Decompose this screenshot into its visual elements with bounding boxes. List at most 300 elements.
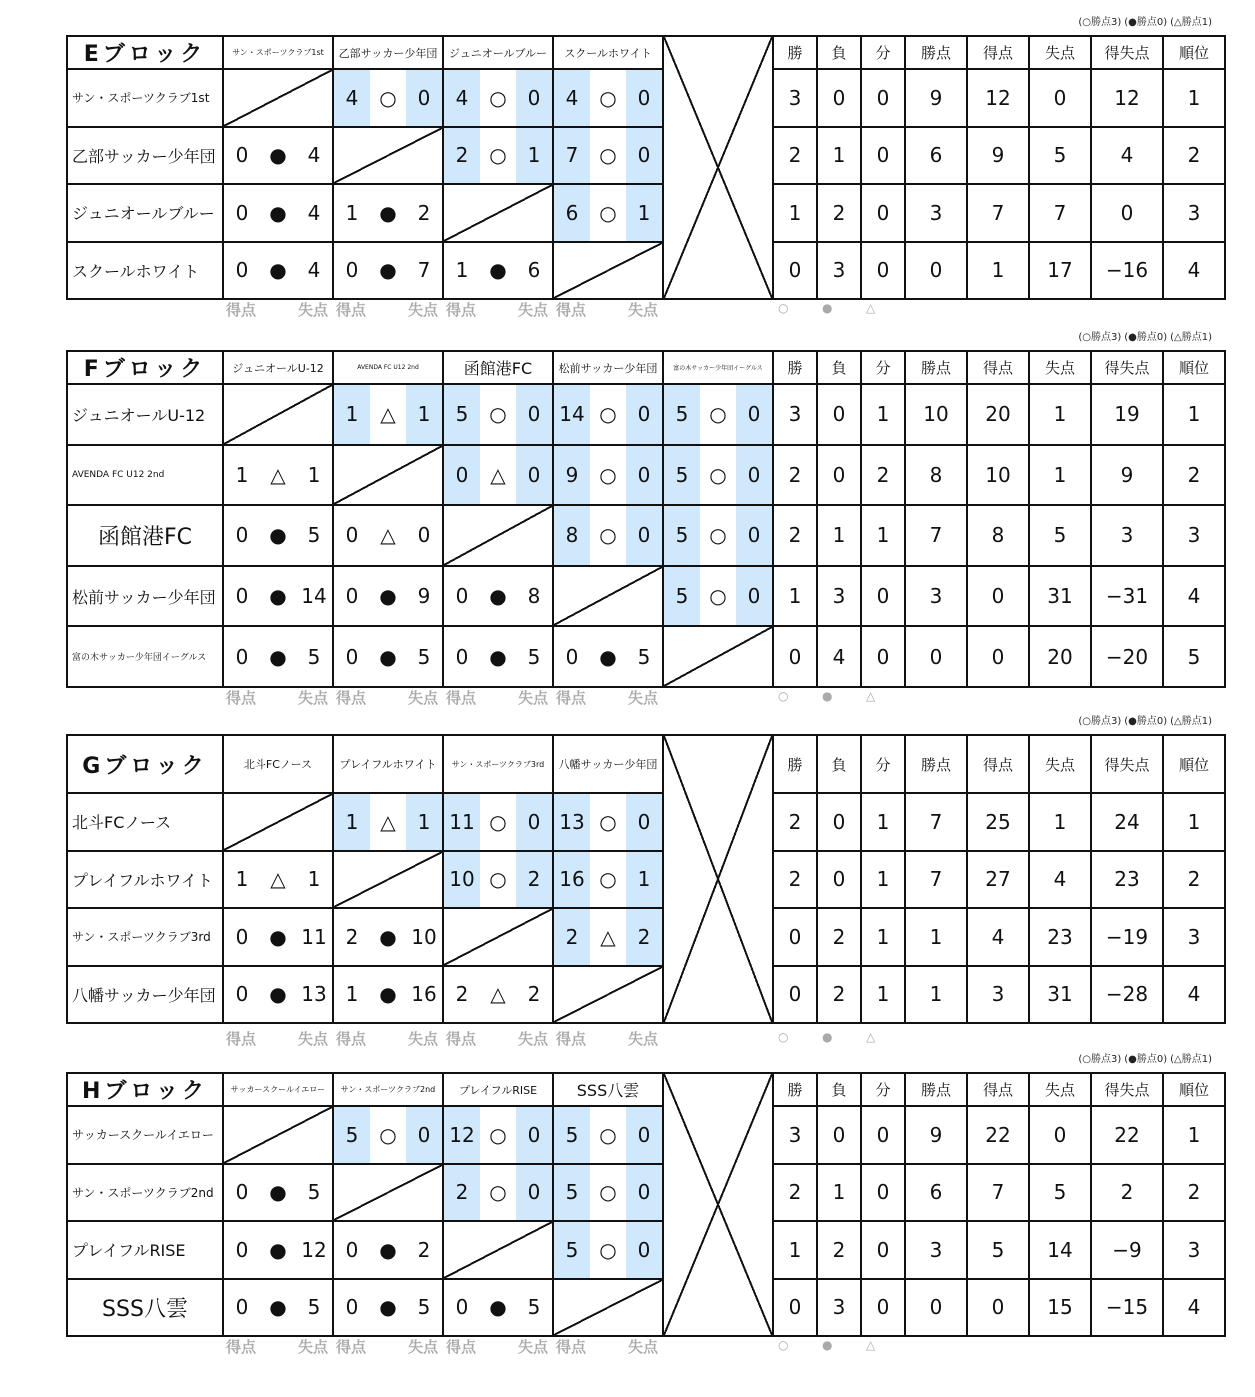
goals-for: 4 <box>554 70 590 126</box>
match-result <box>223 1279 333 1337</box>
goals-for: 0 <box>235 1295 249 1320</box>
stat-value: 24 <box>1091 793 1163 851</box>
result-mark: ● <box>269 924 287 949</box>
stat-value: 4 <box>967 908 1029 966</box>
goals-against: 0 <box>516 446 552 505</box>
self-match-diagonal <box>333 127 443 185</box>
match-result <box>553 184 663 242</box>
stat-value: 22 <box>1091 1106 1163 1164</box>
team-name: 函館港FC <box>67 505 223 566</box>
stat-value: 23 <box>1091 851 1163 909</box>
stat-value: 7 <box>967 1164 1029 1222</box>
team-name: 北斗FCノース <box>67 793 223 851</box>
table-row <box>67 626 1225 687</box>
stat-value: 5 <box>967 1221 1029 1279</box>
stat-header: 分 <box>861 36 905 69</box>
team-column-header: プレイフルRISE <box>443 1073 553 1106</box>
result-mark: △ <box>380 523 396 548</box>
team-name: 富の木サッカー少年団イーグルス <box>67 626 223 687</box>
goals-against: 0 <box>516 70 552 126</box>
goals-for: 1 <box>345 200 359 225</box>
result-mark: ● <box>269 1295 287 1320</box>
self-match-diagonal <box>553 966 663 1024</box>
stat-value: 5 <box>1029 505 1091 566</box>
stat-value: 9 <box>967 127 1029 185</box>
match-result <box>553 908 663 966</box>
match-result <box>223 505 333 566</box>
match-result <box>333 908 443 966</box>
match-result <box>553 626 663 687</box>
goals-against-hint: 失点 <box>628 689 659 707</box>
goals-against: 0 <box>626 70 662 126</box>
result-mark: ○ <box>599 1237 617 1262</box>
goals-for: 5 <box>554 1222 590 1278</box>
goals-for-hint: 得点 <box>556 689 587 707</box>
self-match-diagonal <box>443 908 553 966</box>
result-mark: △ <box>490 982 506 1007</box>
goals-against: 16 <box>411 982 437 1007</box>
stat-value: 2 <box>817 184 861 242</box>
result-mark: ○ <box>599 462 617 487</box>
goals-for: 0 <box>455 644 469 669</box>
stat-value: 3 <box>1163 1221 1225 1279</box>
goals-for: 11 <box>444 794 480 850</box>
stat-value: 1 <box>1029 793 1091 851</box>
legend-item: (△勝点1) <box>1170 332 1212 343</box>
match-result <box>663 445 773 506</box>
goals-against: 5 <box>527 644 541 669</box>
self-match-diagonal <box>443 184 553 242</box>
goals-against-hint: 失点 <box>408 1338 439 1356</box>
match-result <box>443 445 553 506</box>
goals-for: 0 <box>235 143 249 168</box>
goals-against: 0 <box>626 446 662 505</box>
stat-value: 0 <box>861 184 905 242</box>
match-result <box>443 127 553 185</box>
result-mark: ● <box>269 200 287 225</box>
team-name: 松前サッカー少年団 <box>67 566 223 627</box>
points-legend <box>1075 1050 1212 1070</box>
stat-value: 2 <box>773 1164 817 1222</box>
result-symbol-hint: ○ <box>778 301 789 315</box>
self-match-diagonal <box>443 505 553 566</box>
stat-value: 7 <box>1029 184 1091 242</box>
stat-value: 0 <box>1029 69 1091 127</box>
stat-value: 1 <box>773 1221 817 1279</box>
match-result <box>223 626 333 687</box>
match-result <box>223 184 333 242</box>
goals-against: 4 <box>307 143 321 168</box>
legend-item: (○勝点3) <box>1078 1054 1122 1065</box>
match-result <box>553 384 663 445</box>
goals-for: 1 <box>334 385 370 444</box>
goals-for-hint: 得点 <box>446 1338 477 1356</box>
goals-against: 2 <box>527 982 541 1007</box>
stat-value: 2 <box>773 505 817 566</box>
goals-against: 0 <box>626 128 662 184</box>
match-result <box>333 69 443 127</box>
stat-value: 9 <box>905 69 967 127</box>
stat-header: 勝点 <box>905 735 967 793</box>
stat-value: 2 <box>817 966 861 1024</box>
result-mark: ○ <box>489 402 507 427</box>
goals-against: 5 <box>307 1180 321 1205</box>
goals-for: 0 <box>235 258 249 283</box>
goals-for: 1 <box>334 794 370 850</box>
stat-value: 2 <box>773 127 817 185</box>
stat-value: 0 <box>817 851 861 909</box>
match-result <box>223 1164 333 1222</box>
goals-for: 7 <box>554 128 590 184</box>
stat-value: −9 <box>1091 1221 1163 1279</box>
goals-against: 12 <box>301 1237 327 1262</box>
table-row <box>67 242 1225 300</box>
table-row <box>67 127 1225 185</box>
stat-value: 31 <box>1029 966 1091 1024</box>
stat-value: 0 <box>861 1164 905 1222</box>
stat-value: 0 <box>861 1221 905 1279</box>
result-mark: ○ <box>379 85 397 110</box>
block-h <box>66 1050 1212 1354</box>
result-symbol-hint: △ <box>866 689 876 703</box>
result-mark: ○ <box>489 1180 507 1205</box>
stat-value: 1 <box>861 851 905 909</box>
self-match-diagonal <box>333 851 443 909</box>
team-column-header: 松前サッカー少年団 <box>553 351 663 384</box>
goals-for-hint: 得点 <box>446 1030 477 1048</box>
goals-for: 14 <box>554 385 590 444</box>
stat-header: 失点 <box>1029 351 1091 384</box>
stat-value: 4 <box>1091 127 1163 185</box>
match-result <box>443 793 553 851</box>
result-mark: ● <box>489 584 507 609</box>
result-mark: ● <box>489 644 507 669</box>
team-column-header: ジュニオールブルー <box>443 36 553 69</box>
stat-value: 1 <box>1029 384 1091 445</box>
team-name: プレイフルホワイト <box>67 851 223 909</box>
goals-for: 5 <box>664 567 700 626</box>
match-result <box>443 384 553 445</box>
result-mark: ● <box>269 982 287 1007</box>
result-mark: ● <box>269 1180 287 1205</box>
match-result <box>553 127 663 185</box>
table-row <box>67 966 1225 1024</box>
stat-header: 勝 <box>773 36 817 69</box>
stat-value: 3 <box>1163 184 1225 242</box>
stat-value: 10 <box>905 384 967 445</box>
result-mark: ● <box>269 258 287 283</box>
match-result <box>553 793 663 851</box>
goals-against: 4 <box>307 258 321 283</box>
stat-header: 勝点 <box>905 351 967 384</box>
stat-header: 得点 <box>967 351 1029 384</box>
match-result <box>223 127 333 185</box>
result-mark: △ <box>270 867 286 892</box>
stat-value: 2 <box>1163 1164 1225 1222</box>
goals-against: 0 <box>736 446 772 505</box>
goals-against: 4 <box>307 200 321 225</box>
match-result <box>663 566 773 627</box>
match-result <box>333 1279 443 1337</box>
table-row <box>67 566 1225 627</box>
team-name: ジュニオールU-12 <box>67 384 223 445</box>
stat-header: 得失点 <box>1091 1073 1163 1106</box>
stat-header: 分 <box>861 1073 905 1106</box>
result-symbol-hint: ● <box>822 1030 833 1044</box>
stat-value: 0 <box>817 1106 861 1164</box>
stat-value: 0 <box>773 242 817 300</box>
goals-for: 5 <box>664 506 700 565</box>
stat-value: −15 <box>1091 1279 1163 1337</box>
goals-for: 8 <box>554 506 590 565</box>
goals-for: 0 <box>345 258 359 283</box>
stat-value: 2 <box>773 793 817 851</box>
match-result <box>443 1106 553 1164</box>
stat-value: 3 <box>817 1279 861 1337</box>
goals-for-hint: 得点 <box>226 301 257 319</box>
goals-against: 2 <box>516 852 552 908</box>
team-column-header: SSS八雲 <box>553 1073 663 1106</box>
match-result <box>223 1221 333 1279</box>
goals-for: 2 <box>444 1165 480 1221</box>
stat-value: 2 <box>1091 1164 1163 1222</box>
stat-value: 4 <box>1029 851 1091 909</box>
standings-table <box>66 734 1226 1024</box>
empty-column-cross <box>663 735 773 1023</box>
stat-value: 1 <box>1163 384 1225 445</box>
stat-value: 20 <box>1029 626 1091 687</box>
goals-for-hint: 得点 <box>336 689 367 707</box>
goals-for: 0 <box>235 523 249 548</box>
goals-for-hint: 得点 <box>336 1030 367 1048</box>
match-result <box>553 69 663 127</box>
stat-header: 得点 <box>967 36 1029 69</box>
team-column-header: サン・スポーツクラブ3rd <box>443 735 553 793</box>
standings-table <box>66 35 1226 300</box>
match-result <box>333 242 443 300</box>
stat-value: 4 <box>1163 1279 1225 1337</box>
result-mark: ○ <box>599 867 617 892</box>
goals-for: 0 <box>455 584 469 609</box>
goals-against: 2 <box>417 1237 431 1262</box>
goals-against: 2 <box>417 200 431 225</box>
team-column-header: AVENDA FC U12 2nd <box>333 351 443 384</box>
result-symbol-hint: ● <box>822 1338 833 1352</box>
result-mark: ● <box>379 1295 397 1320</box>
stat-value: 0 <box>967 626 1029 687</box>
result-mark: ○ <box>599 143 617 168</box>
result-mark: ○ <box>709 584 727 609</box>
stat-value: 1 <box>1163 793 1225 851</box>
goals-against-hint: 失点 <box>518 301 549 319</box>
goals-against: 0 <box>406 1107 442 1163</box>
team-column-header: サン・スポーツクラブ1st <box>223 36 333 69</box>
goals-for: 2 <box>554 909 590 965</box>
header-row <box>67 1073 1225 1106</box>
goals-for: 0 <box>235 1237 249 1262</box>
result-mark: ● <box>379 644 397 669</box>
stat-value: 0 <box>861 69 905 127</box>
stat-value: 0 <box>773 626 817 687</box>
stat-value: 12 <box>967 69 1029 127</box>
points-legend <box>1075 712 1212 732</box>
goals-against-hint: 失点 <box>518 1030 549 1048</box>
goals-against: 5 <box>637 644 651 669</box>
match-result <box>333 966 443 1024</box>
goals-for: 2 <box>455 982 469 1007</box>
stat-header: 失点 <box>1029 1073 1091 1106</box>
stat-value: 7 <box>905 851 967 909</box>
match-result <box>553 1164 663 1222</box>
stat-header: 負 <box>817 36 861 69</box>
stat-value: 3 <box>1091 505 1163 566</box>
goals-for-hint: 得点 <box>556 1338 587 1356</box>
goals-against: 5 <box>307 644 321 669</box>
stat-header: 得点 <box>967 1073 1029 1106</box>
goals-against: 10 <box>411 924 437 949</box>
result-mark: ● <box>269 584 287 609</box>
goals-against: 5 <box>307 1295 321 1320</box>
result-mark: ○ <box>709 462 727 487</box>
goals-for-hint: 得点 <box>226 689 257 707</box>
goals-for: 0 <box>345 1295 359 1320</box>
stat-value: 0 <box>905 242 967 300</box>
legend-item: (●勝点0) <box>1124 332 1168 343</box>
stat-value: −20 <box>1091 626 1163 687</box>
goals-against: 0 <box>417 523 431 548</box>
goals-for: 0 <box>235 644 249 669</box>
stat-value: 5 <box>1029 127 1091 185</box>
stat-value: 0 <box>967 566 1029 627</box>
match-result <box>333 505 443 566</box>
table-row <box>67 1279 1225 1337</box>
stat-header: 負 <box>817 735 861 793</box>
stat-value: 0 <box>905 1279 967 1337</box>
goals-against: 1 <box>626 185 662 241</box>
result-mark: ● <box>269 1237 287 1262</box>
stat-value: 1 <box>817 127 861 185</box>
empty-column-cross <box>663 36 773 299</box>
goals-against-hint: 失点 <box>408 1030 439 1048</box>
goals-against-hint: 失点 <box>408 301 439 319</box>
stat-header: 順位 <box>1163 735 1225 793</box>
footer-hints <box>66 685 1212 709</box>
stat-value: 0 <box>861 1279 905 1337</box>
result-mark: ○ <box>599 1122 617 1147</box>
team-name: サッカースクールイエロー <box>67 1106 223 1164</box>
self-match-diagonal <box>333 445 443 506</box>
team-column-header: スクールホワイト <box>553 36 663 69</box>
goals-against-hint: 失点 <box>408 689 439 707</box>
stat-header: 得失点 <box>1091 735 1163 793</box>
stat-value: 1 <box>773 184 817 242</box>
goals-for: 0 <box>235 1180 249 1205</box>
table-row <box>67 1221 1225 1279</box>
self-match-diagonal <box>223 384 333 445</box>
stat-value: 5 <box>1029 1164 1091 1222</box>
goals-against-hint: 失点 <box>298 1030 329 1048</box>
legend-item: (○勝点3) <box>1078 332 1122 343</box>
match-result <box>553 851 663 909</box>
team-name: サン・スポーツクラブ1st <box>67 69 223 127</box>
stat-value: 0 <box>817 384 861 445</box>
goals-against: 0 <box>516 794 552 850</box>
table-row <box>67 184 1225 242</box>
stat-value: 2 <box>817 1221 861 1279</box>
stat-value: 4 <box>1163 242 1225 300</box>
stat-header: 得失点 <box>1091 36 1163 69</box>
result-mark: ● <box>269 644 287 669</box>
team-name: SSS八雲 <box>67 1279 223 1337</box>
result-mark: △ <box>380 809 396 834</box>
team-column-header: 函館港FC <box>443 351 553 384</box>
goals-for-hint: 得点 <box>556 301 587 319</box>
team-column-header: サン・スポーツクラブ2nd <box>333 1073 443 1106</box>
stat-header: 勝点 <box>905 36 967 69</box>
stat-value: 3 <box>905 566 967 627</box>
stat-header: 負 <box>817 351 861 384</box>
goals-against: 5 <box>307 523 321 548</box>
stat-value: 2 <box>773 445 817 506</box>
stat-value: 1 <box>967 242 1029 300</box>
legend-item: (○勝点3) <box>1078 716 1122 727</box>
goals-for: 2 <box>345 924 359 949</box>
stat-value: 15 <box>1029 1279 1091 1337</box>
match-result <box>443 242 553 300</box>
stat-value: 23 <box>1029 908 1091 966</box>
goals-against: 1 <box>307 462 321 487</box>
goals-for: 0 <box>345 644 359 669</box>
goals-for: 2 <box>444 128 480 184</box>
stat-value: 0 <box>1091 184 1163 242</box>
stat-value: 2 <box>1163 851 1225 909</box>
stat-value: 0 <box>773 908 817 966</box>
standings-table <box>66 1072 1226 1337</box>
block-title: Fブロック <box>67 351 223 384</box>
match-result <box>553 1221 663 1279</box>
points-legend <box>1075 328 1212 348</box>
goals-against-hint: 失点 <box>298 1338 329 1356</box>
result-symbol-hint: ○ <box>778 1338 789 1352</box>
goals-against: 5 <box>417 644 431 669</box>
stat-header: 失点 <box>1029 36 1091 69</box>
stat-value: 5 <box>1163 626 1225 687</box>
result-symbol-hint: ● <box>822 689 833 703</box>
legend-item: (△勝点1) <box>1170 1054 1212 1065</box>
stat-value: 3 <box>905 1221 967 1279</box>
team-name: サン・スポーツクラブ3rd <box>67 908 223 966</box>
result-mark: ○ <box>599 523 617 548</box>
stat-header: 失点 <box>1029 735 1091 793</box>
result-mark: ○ <box>599 85 617 110</box>
match-result <box>553 445 663 506</box>
stat-header: 勝 <box>773 1073 817 1106</box>
goals-for: 0 <box>455 1295 469 1320</box>
goals-for: 16 <box>554 852 590 908</box>
stat-value: 1 <box>773 566 817 627</box>
goals-against-hint: 失点 <box>298 301 329 319</box>
result-symbol-hint: △ <box>866 1338 876 1352</box>
stat-value: 2 <box>773 851 817 909</box>
header-row <box>67 36 1225 69</box>
footer-hints <box>66 297 1212 321</box>
goals-against: 9 <box>417 584 431 609</box>
match-result <box>333 184 443 242</box>
team-name: スクールホワイト <box>67 242 223 300</box>
match-result <box>443 69 553 127</box>
goals-for: 0 <box>235 924 249 949</box>
stat-value: 27 <box>967 851 1029 909</box>
